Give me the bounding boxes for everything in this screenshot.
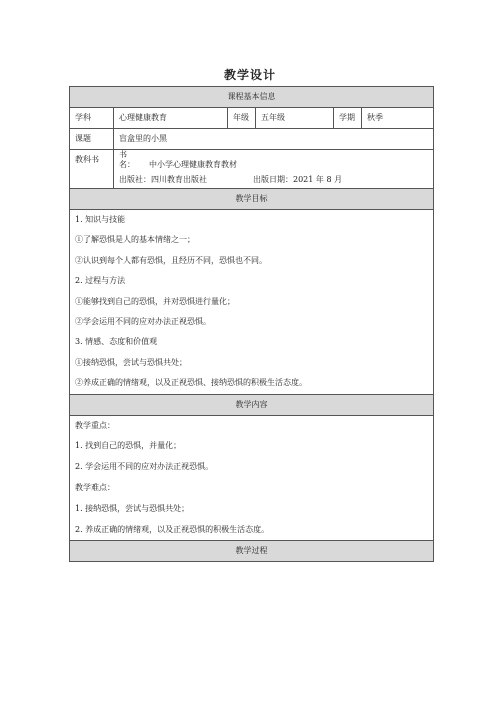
content-cell bbox=[70, 415, 434, 541]
lesson-plan-table bbox=[69, 86, 434, 562]
objective-line: 1. 知识与技能 bbox=[75, 215, 126, 224]
content-line: 2. 学会运用不同的应对办法正视恐惧。 bbox=[75, 462, 214, 472]
content-line: 2. 养成正确的情绪观，以及正视恐惧的积极生活态度。 bbox=[75, 524, 270, 534]
publish-date-text: 出版日期：2021 年 8 月 bbox=[253, 174, 343, 184]
objective-line: ①能够找到自己的恐惧，并对恐惧进行量化； bbox=[75, 296, 235, 306]
process-heading: 教学过程 bbox=[70, 541, 434, 562]
document-title: 教学设计 bbox=[223, 68, 276, 82]
objective-line: ①了解恐惧是人的基本情绪之一； bbox=[75, 235, 195, 245]
topic-label: 课题 bbox=[70, 129, 114, 150]
publisher-text: 出版社：四川教育出版社 bbox=[119, 174, 207, 184]
topic-value: 盲盒里的小黑 bbox=[114, 129, 434, 150]
objectives-heading: 教学目标 bbox=[70, 189, 434, 210]
topic-row bbox=[70, 129, 434, 150]
objective-line: 3. 情感、态度和价值观 bbox=[75, 337, 158, 347]
publisher-cell bbox=[114, 171, 434, 189]
book-name-value: 中小学心理健康教育教材 bbox=[149, 160, 237, 169]
grade-value: 五年级 bbox=[256, 108, 334, 129]
content-line: 教学重点： bbox=[75, 420, 115, 430]
book-name-cell bbox=[114, 150, 434, 171]
content-line: 1. 接纳恐惧，尝试与恐惧共处； bbox=[75, 503, 190, 513]
term-label: 学期 bbox=[334, 108, 362, 129]
subject-row bbox=[70, 108, 434, 129]
subject-label: 学科 bbox=[70, 108, 114, 129]
subject-value: 心理健康教育 bbox=[114, 108, 228, 129]
content-header-row bbox=[70, 394, 434, 415]
objective-line: ②养成正确的情绪观，以及正视恐惧、接纳恐惧的积极生活态度。 bbox=[75, 378, 307, 388]
content-line: 教学难点： bbox=[75, 482, 115, 492]
book-name-label: 书 名： bbox=[119, 150, 135, 169]
basic-info-header-row bbox=[70, 87, 434, 108]
content-row bbox=[70, 415, 434, 541]
basic-info-heading: 课程基本信息 bbox=[70, 87, 434, 108]
objectives-cell bbox=[70, 210, 434, 395]
content-line: 1. 找到自己的恐惧，并量化； bbox=[75, 441, 182, 451]
textbook-row-1 bbox=[70, 150, 434, 171]
textbook-row-2 bbox=[70, 171, 434, 189]
objective-line: ①接纳恐惧，尝试与恐惧共处； bbox=[75, 357, 187, 367]
objective-line: ②学会运用不同的应对办法正视恐惧。 bbox=[75, 316, 211, 326]
term-value: 秋季 bbox=[362, 108, 434, 129]
objectives-header-row bbox=[70, 189, 434, 210]
process-header-row bbox=[70, 541, 434, 562]
objectives-row bbox=[70, 210, 434, 395]
content-heading: 教学内容 bbox=[70, 394, 434, 415]
objective-line: 2. 过程与方法 bbox=[75, 276, 126, 286]
grade-label: 年级 bbox=[228, 108, 256, 129]
textbook-label: 教科书 bbox=[70, 150, 114, 189]
objective-line: ②认识到每个人都有恐惧，且经历不同，恐惧也不同。 bbox=[75, 255, 267, 265]
